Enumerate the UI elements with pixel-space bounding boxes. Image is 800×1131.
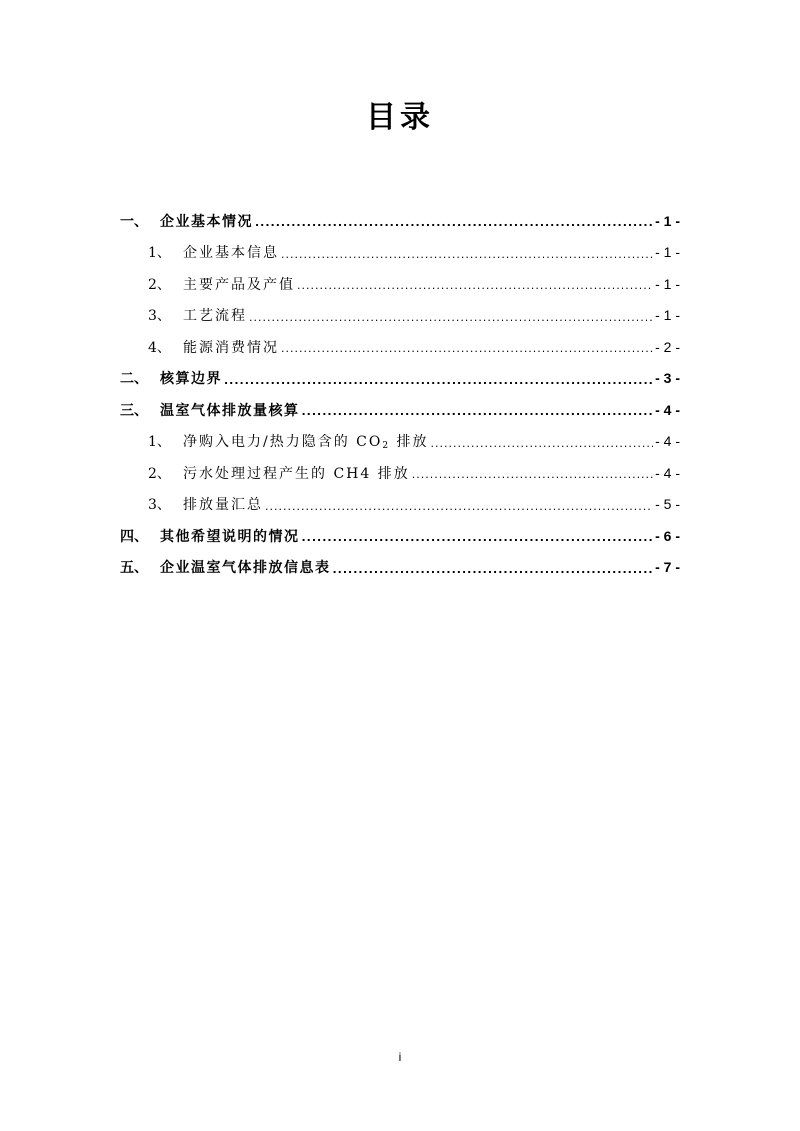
toc-entry-label — [183, 431, 429, 451]
toc-entry-number: 3、 — [148, 497, 171, 514]
toc-entry-label: 其他希望说明的情况 — [160, 528, 300, 545]
toc-entry-page: - 3 - — [655, 370, 680, 387]
toc-dot-leader — [431, 437, 654, 450]
toc-entry-number: 2、 — [148, 276, 171, 293]
toc-entry-label: 企业温室气体排放信息表 — [160, 560, 331, 577]
toc-entry-page: - 4 - — [655, 433, 680, 450]
toc-dot-leader — [281, 342, 653, 355]
toc-entry-label-prefix: 净购入电力/热力隐含的 CO — [183, 434, 383, 451]
toc-entry-number: 1、 — [148, 434, 171, 451]
toc-entry-label-subscript: 2 — [382, 441, 391, 452]
toc-entry-number: 二、 — [120, 371, 148, 388]
toc-entry-label-suffix: 排放 — [390, 434, 429, 451]
toc-dot-leader — [265, 500, 653, 513]
toc-dot-leader — [224, 374, 653, 387]
toc-entry-label: 能源消费情况 — [183, 339, 279, 356]
toc-entry-accounting-boundary[interactable] — [120, 363, 680, 395]
toc-entry-label: 工艺流程 — [183, 308, 247, 325]
toc-dot-leader — [333, 563, 654, 576]
toc-entry-page: - 4 - — [655, 464, 680, 481]
toc-entry-wastewater-ch4[interactable] — [120, 457, 680, 489]
toc-entry-label: 温室气体排放量核算 — [160, 402, 300, 419]
toc-entry-page: - 1 - — [655, 307, 680, 324]
toc-entry-ghg-info-table[interactable] — [120, 552, 680, 584]
toc-entry-enterprise-basics[interactable] — [120, 205, 680, 237]
toc-entry-ghg-accounting[interactable] — [120, 394, 680, 426]
toc-entry-other-notes[interactable] — [120, 520, 680, 552]
toc-entry-label: 主要产品及产值 — [183, 276, 295, 293]
toc-entry-process-flow[interactable] — [120, 300, 680, 332]
toc-dot-leader — [302, 531, 654, 544]
toc-entry-page: - 4 - — [655, 401, 680, 418]
toc-dot-leader — [412, 468, 653, 481]
toc-entry-number: 三、 — [120, 402, 148, 419]
toc-entry-page: - 5 - — [655, 496, 680, 513]
toc-entry-label: 污水处理过程产生的 CH4 排放 — [183, 465, 410, 482]
toc-dot-leader — [297, 279, 653, 292]
toc-entry-page: - 1 - — [655, 275, 680, 292]
toc-entry-enterprise-info[interactable] — [120, 237, 680, 269]
toc-dot-leader — [255, 216, 653, 229]
toc-entry-number: 一、 — [120, 213, 148, 230]
toc-dot-leader — [249, 311, 653, 324]
toc-entry-number: 五、 — [120, 560, 148, 577]
toc-entry-label: 排放量汇总 — [183, 497, 263, 514]
table-of-contents — [120, 205, 680, 583]
toc-entry-number: 4、 — [148, 339, 171, 356]
toc-dot-leader — [302, 405, 654, 418]
toc-entry-emission-summary[interactable] — [120, 489, 680, 521]
toc-entry-label: 企业基本情况 — [160, 213, 253, 230]
toc-entry-number: 3、 — [148, 308, 171, 325]
toc-entry-page: - 2 - — [655, 338, 680, 355]
page-title: 目录 — [366, 100, 434, 135]
toc-entry-number: 1、 — [148, 245, 171, 262]
toc-entry-energy-consumption[interactable] — [120, 331, 680, 363]
toc-entry-page: - 6 - — [655, 527, 680, 544]
toc-entry-page: - 7 - — [655, 559, 680, 576]
toc-entry-page: - 1 - — [655, 244, 680, 261]
toc-entry-page: - 1 - — [655, 212, 680, 229]
toc-entry-main-products[interactable] — [120, 268, 680, 300]
toc-dot-leader — [281, 248, 653, 261]
toc-entry-number: 2、 — [148, 465, 171, 482]
footer-page-number: i — [398, 1050, 402, 1064]
toc-entry-purchased-electricity-co2[interactable] — [120, 426, 680, 458]
toc-entry-label: 企业基本信息 — [183, 245, 279, 262]
toc-entry-label: 核算边界 — [160, 371, 222, 388]
toc-entry-number: 四、 — [120, 528, 148, 545]
